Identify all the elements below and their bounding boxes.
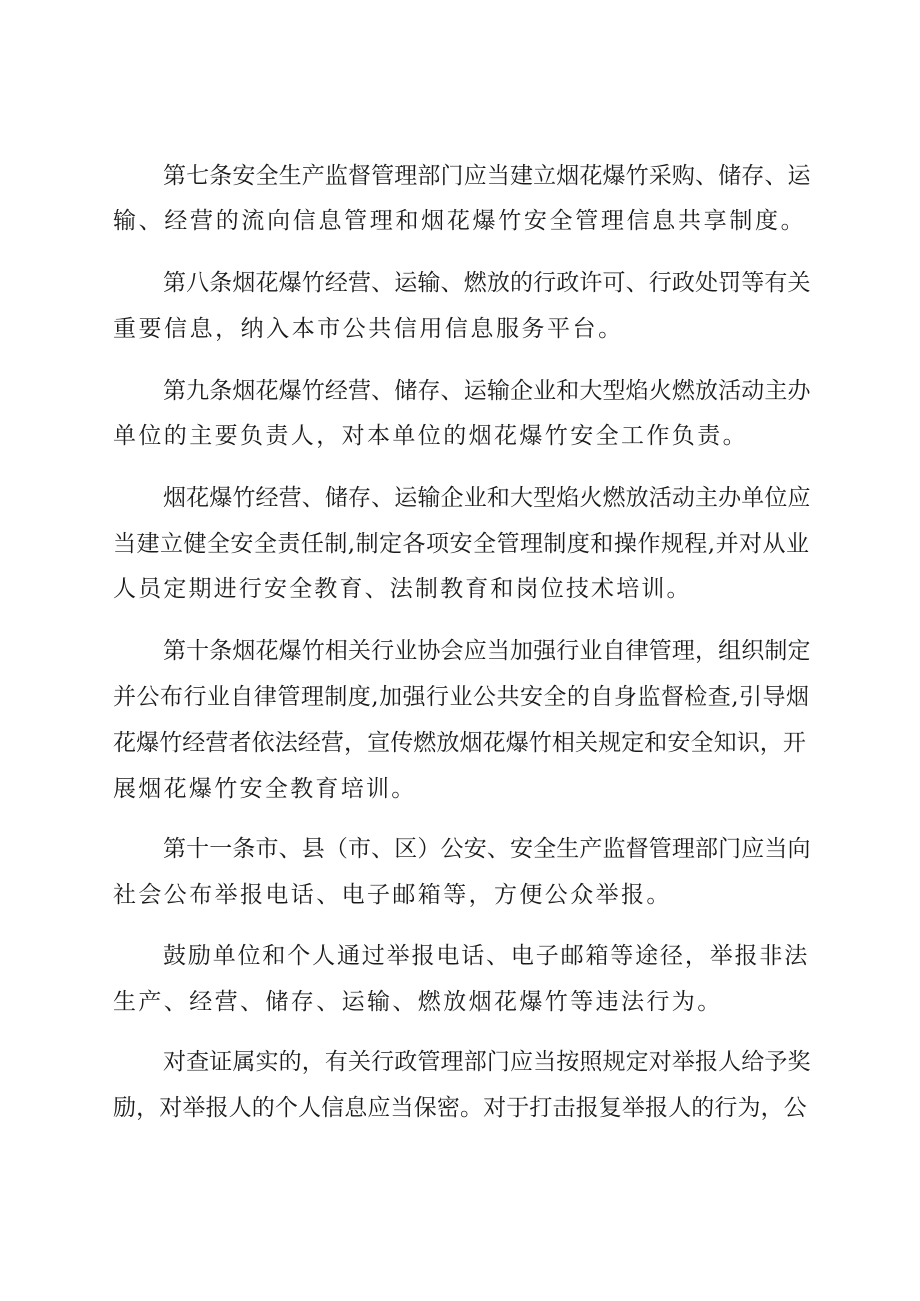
article-11-line-1: 第十一条市、县（市、区）公安、安全生产监督管理部门应当向 xyxy=(163,836,811,862)
article-11-para-3-line-1: 对查证属实的，有关行政管理部门应当按照规定对举报人给予奖 xyxy=(163,1049,811,1075)
article-10-line-2: 并公布行业自律管理制度,加强行业公共安全的自身监督检查,引导烟 xyxy=(113,684,810,710)
article-10-line-3: 花爆竹经营者依法经营，宣传燃放烟花爆竹相关规定和安全知识，开 xyxy=(113,730,806,756)
article-10-line-1: 第十条烟花爆竹相关行业协会应当加强行业自律管理，组织制定 xyxy=(163,638,811,664)
article-11-para-2-line-1: 鼓励单位和个人通过举报电话、电子邮箱等途径，举报非法 xyxy=(163,943,810,969)
article-11-para-3-line-2: 励，对举报人的个人信息应当保密。对于打击报复举报人的行为，公 xyxy=(113,1095,807,1121)
article-7-line-1: 第七条安全生产监督管理部门应当建立烟花爆竹采购、储存、运 xyxy=(163,163,811,189)
article-10-line-4: 展烟花爆竹安全教育培训。 xyxy=(113,776,417,802)
article-9-para-2-line-1: 烟花爆竹经营、储存、运输企业和大型焰火燃放活动主办单位应 xyxy=(163,485,811,511)
article-8-line-2: 重要信息，纳入本市公共信用信息服务平台。 xyxy=(113,316,624,342)
article-9-para-2-line-2: 当建立健全安全责任制,制定各项安全管理制度和操作规程,并对从业 xyxy=(113,531,810,557)
article-9-line-1: 第九条烟花爆竹经营、储存、运输企业和大型焰火燃放活动主办 xyxy=(163,378,811,404)
article-9-line-2: 单位的主要负责人，对本单位的烟花爆竹安全工作负责。 xyxy=(113,423,748,449)
article-8-line-1: 第八条烟花爆竹经营、运输、燃放的行政许可、行政处罚等有关 xyxy=(163,270,811,296)
article-7-line-2: 输、经营的流向信息管理和烟花爆竹安全管理信息共享制度。 xyxy=(113,208,807,234)
article-9-para-2-line-3: 人员定期进行安全教育、法制教育和岗位技术培训。 xyxy=(113,576,692,602)
article-11-para-2-line-2: 生产、经营、储存、运输、燃放烟花爆竹等违法行为。 xyxy=(113,989,723,1015)
article-11-line-2: 社会公布举报电话、电子邮箱等，方便公众举报。 xyxy=(113,882,672,908)
